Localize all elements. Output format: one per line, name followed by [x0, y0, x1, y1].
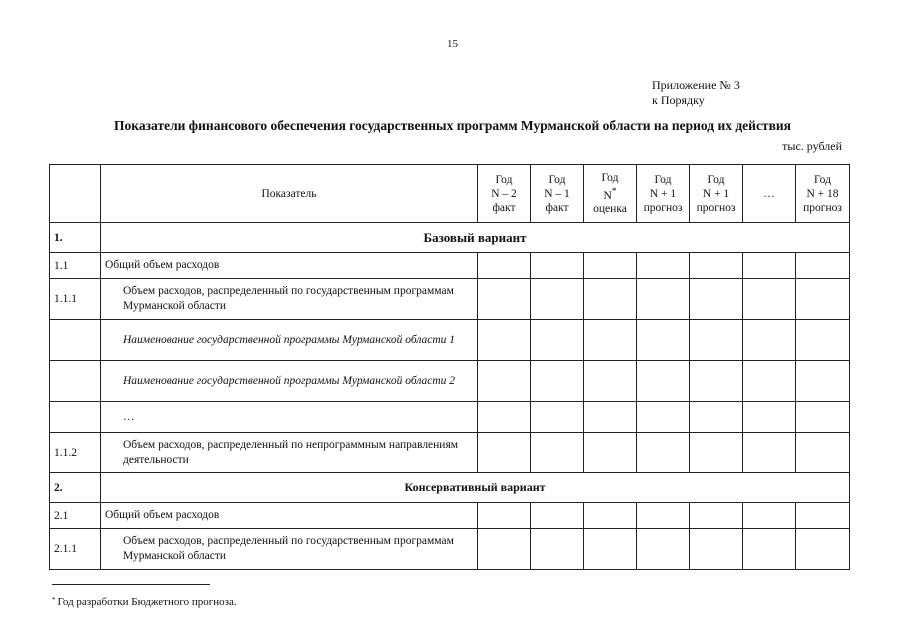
section-row-base	[50, 223, 850, 253]
row-number: 1.1	[50, 253, 101, 279]
row-number: 1.	[50, 223, 101, 253]
indicator-text: Объем расходов, распределенный по государственным программам Мурманской области	[101, 529, 478, 570]
value-cell	[531, 279, 584, 320]
header-year-n: Год N* оценка	[584, 165, 637, 223]
table-row	[50, 253, 850, 279]
header-number-cell	[50, 165, 101, 223]
page-number: 15	[447, 38, 458, 50]
value-cell	[584, 433, 637, 473]
header-year-n-plus-1-b: Год N + 1 прогноз	[690, 165, 743, 223]
indicator-text: Общий объем расходов	[101, 503, 478, 529]
header-year-n-minus-1: Год N – 1 факт	[531, 165, 584, 223]
value-cell	[743, 320, 796, 361]
table-row	[50, 279, 850, 320]
value-cell	[584, 253, 637, 279]
header-year-n-minus-2: Год N – 2 факт	[478, 165, 531, 223]
value-cell	[690, 503, 743, 529]
document-title: Показатели финансового обеспечения государственных программ Мурманской области на период их действия	[114, 118, 791, 133]
footnote-divider	[52, 584, 210, 585]
value-cell	[690, 361, 743, 402]
value-cell	[690, 279, 743, 320]
value-cell	[584, 320, 637, 361]
value-cell	[531, 253, 584, 279]
appendix-line-1: Приложение № 3	[652, 78, 740, 92]
value-cell	[478, 279, 531, 320]
table-row	[50, 529, 850, 570]
value-cell	[584, 279, 637, 320]
indicator-text: Объем расходов, распределенный по государственным программам Мурманской области	[101, 279, 478, 320]
value-cell	[796, 529, 850, 570]
value-cell	[584, 503, 637, 529]
value-cell	[531, 529, 584, 570]
table-row	[50, 402, 850, 433]
value-cell	[478, 320, 531, 361]
units-label: тыс. рублей	[782, 139, 842, 153]
value-cell	[690, 433, 743, 473]
appendix-reference	[652, 78, 740, 108]
indicator-text: Общий объем расходов	[101, 253, 478, 279]
value-cell	[743, 529, 796, 570]
table-row	[50, 433, 850, 473]
footnote	[52, 596, 237, 608]
value-cell	[478, 253, 531, 279]
value-cell	[584, 361, 637, 402]
value-cell	[796, 503, 850, 529]
indicator-text: Наименование государственной программы Мурманской области 2	[101, 361, 478, 402]
header-year-n-plus-18: Год N + 18 прогноз	[796, 165, 850, 223]
row-number	[50, 320, 101, 361]
value-cell	[478, 503, 531, 529]
footnote-marker: *	[611, 185, 617, 197]
indicator-text: …	[101, 402, 478, 433]
value-cell	[478, 361, 531, 402]
section-label: Консервативный вариант	[101, 473, 850, 503]
value-cell	[637, 279, 690, 320]
table-row	[50, 320, 850, 361]
value-cell	[637, 433, 690, 473]
value-cell	[478, 529, 531, 570]
value-cell	[690, 529, 743, 570]
value-cell	[584, 529, 637, 570]
value-cell	[743, 503, 796, 529]
row-number: 1.1.2	[50, 433, 101, 473]
footnote-marker: *	[52, 596, 56, 604]
value-cell	[796, 279, 850, 320]
header-indicator: Показатель	[101, 165, 478, 223]
row-number	[50, 361, 101, 402]
value-cell	[690, 320, 743, 361]
table-row	[50, 503, 850, 529]
value-cell	[637, 253, 690, 279]
value-cell	[743, 361, 796, 402]
value-cell	[690, 253, 743, 279]
value-cell	[796, 253, 850, 279]
table-row	[50, 361, 850, 402]
value-cell	[637, 529, 690, 570]
value-cell	[743, 253, 796, 279]
value-cell	[478, 402, 531, 433]
value-cell	[478, 433, 531, 473]
value-cell	[796, 402, 850, 433]
section-label: Базовый вариант	[101, 223, 850, 253]
value-cell	[637, 503, 690, 529]
indicator-text: Наименование государственной программы Мурманской области 1	[101, 320, 478, 361]
value-cell	[531, 320, 584, 361]
header-year-n-plus-1-a: Год N + 1 прогноз	[637, 165, 690, 223]
value-cell	[531, 433, 584, 473]
value-cell	[531, 503, 584, 529]
row-number: 2.1.1	[50, 529, 101, 570]
row-number: 2.	[50, 473, 101, 503]
value-cell	[796, 320, 850, 361]
table-header-row	[50, 165, 850, 223]
indicators-table	[49, 164, 850, 570]
value-cell	[796, 361, 850, 402]
header-year-ellipsis: …	[743, 165, 796, 223]
appendix-line-2: к Порядку	[652, 93, 705, 107]
value-cell	[743, 433, 796, 473]
row-number	[50, 402, 101, 433]
value-cell	[531, 361, 584, 402]
row-number: 2.1	[50, 503, 101, 529]
value-cell	[637, 320, 690, 361]
value-cell	[743, 402, 796, 433]
section-row-conservative	[50, 473, 850, 503]
value-cell	[531, 402, 584, 433]
value-cell	[796, 433, 850, 473]
row-number: 1.1.1	[50, 279, 101, 320]
value-cell	[637, 361, 690, 402]
indicator-text: Объем расходов, распределенный по непрограммным направлениям деятельности	[101, 433, 478, 473]
value-cell	[637, 402, 690, 433]
footnote-text: Год разработки Бюджетного прогноза.	[57, 596, 237, 608]
value-cell	[584, 402, 637, 433]
value-cell	[743, 279, 796, 320]
value-cell	[690, 402, 743, 433]
